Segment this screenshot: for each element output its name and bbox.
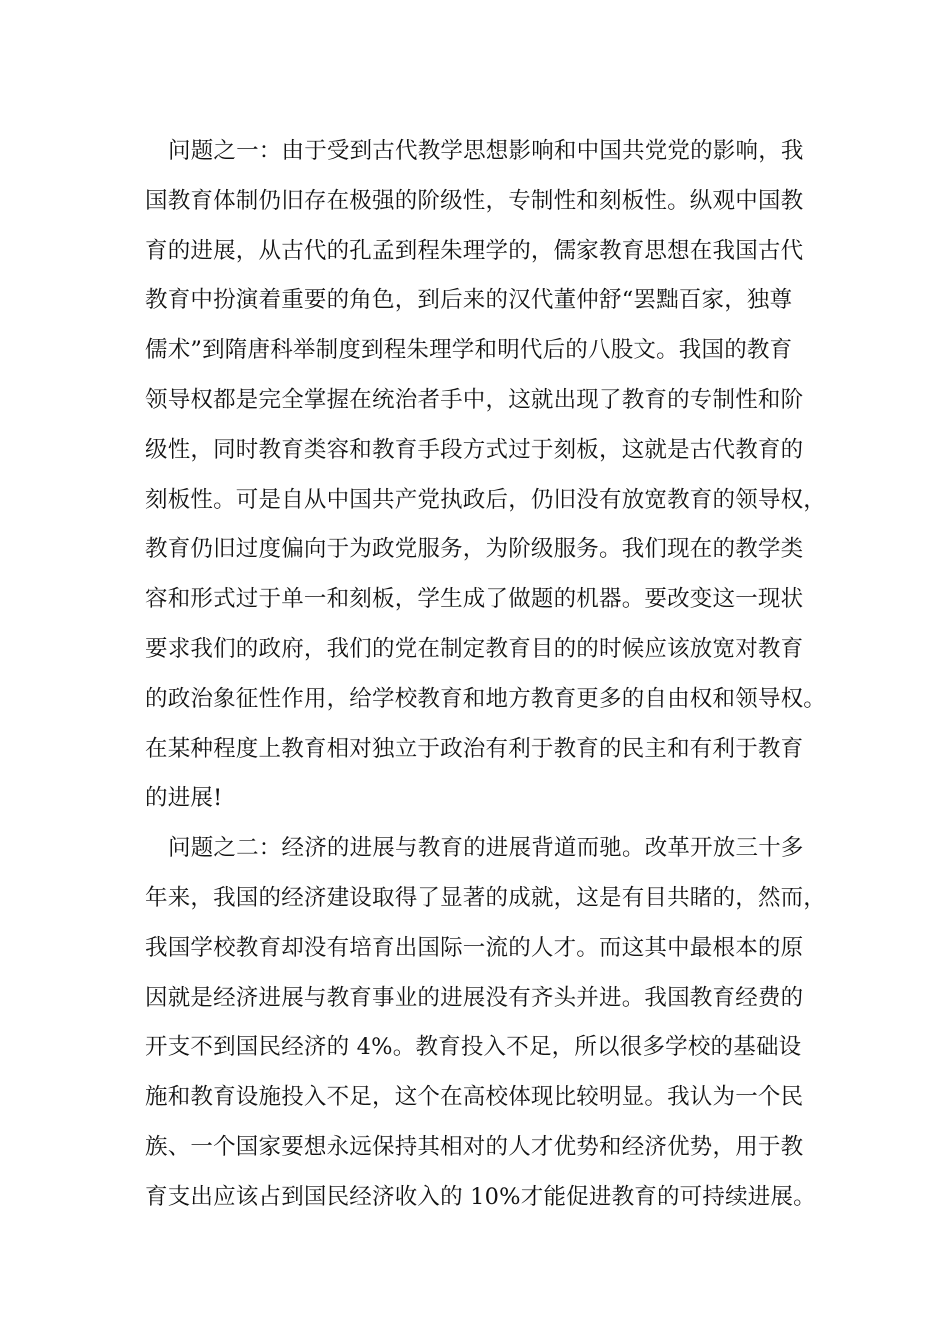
text-line: 因就是经济进展与教育事业的进展没有齐头并进。我国教育经费的 xyxy=(145,984,804,1011)
text-line: 容和形式过于单一和刻板，学生成了做题的机器。要改变这一现状 xyxy=(145,586,804,613)
text-line: 我国学校教育却没有培育出国际一流的人才。而这其中最根本的原 xyxy=(145,934,804,961)
paragraph-1 xyxy=(145,127,827,824)
text-line: 级性，同时教育类容和教育手段方式过于刻板，这就是古代教育的 xyxy=(145,436,804,463)
text-line: 儒术”到隋唐科举制度到程朱理学和明代后的八股文。我国的教育 xyxy=(145,337,793,364)
body-text xyxy=(145,127,827,1223)
text-line: 的进展! xyxy=(145,785,223,812)
text-line: 在某种程度上教育相对独立于政治有利于教育的民主和有利于教育 xyxy=(145,735,804,762)
text-line: 年来，我国的经济建设取得了显著的成就，这是有目共睹的，然而， xyxy=(145,884,827,911)
text-line: 育的进展，从古代的孔孟到程朱理学的，儒家教育思想在我国古代 xyxy=(145,237,804,264)
text-line: 要求我们的政府，我们的党在制定教育目的的时候应该放宽对教育 xyxy=(145,635,804,662)
text-line: 的政治象征性作用，给学校教育和地方教育更多的自由权和领导权。 xyxy=(145,685,827,712)
text-line: 领导权都是完全掌握在统治者手中，这就出现了教育的专制性和阶 xyxy=(145,386,804,413)
text-line: 育支出应该占到国民经济收入的 10%才能促进教育的可持续进展。 xyxy=(145,1183,816,1210)
text-line: 开支不到国民经济的 4%。教育投入不足，所以很多学校的基础设 xyxy=(145,1034,802,1061)
text-line: 族、一个国家要想永远保持其相对的人才优势和经济优势，用于教 xyxy=(145,1133,804,1160)
text-line: 问题之二：经济的进展与教育的进展背道而驰。改革开放三十多 xyxy=(168,835,804,862)
paragraph-2 xyxy=(145,824,827,1222)
text-line: 施和教育设施投入不足，这个在高校体现比较明显。我认为一个民 xyxy=(145,1084,804,1111)
text-line: 教育中扮演着重要的角色，到后来的汉代董仲舒“罢黜百家，独尊 xyxy=(145,287,793,314)
text-line: 刻板性。可是自从中国共产党执政后，仍旧没有放宽教育的领导权， xyxy=(145,486,827,513)
text-line: 问题之一：由于受到古代教学思想影响和中国共党党的影响，我 xyxy=(168,138,804,164)
text-line: 教育仍旧过度偏向于为政党服务，为阶级服务。我们现在的教学类 xyxy=(145,536,804,563)
text-line: 国教育体制仍旧存在极强的阶级性，专制性和刻板性。纵观中国教 xyxy=(145,187,804,214)
